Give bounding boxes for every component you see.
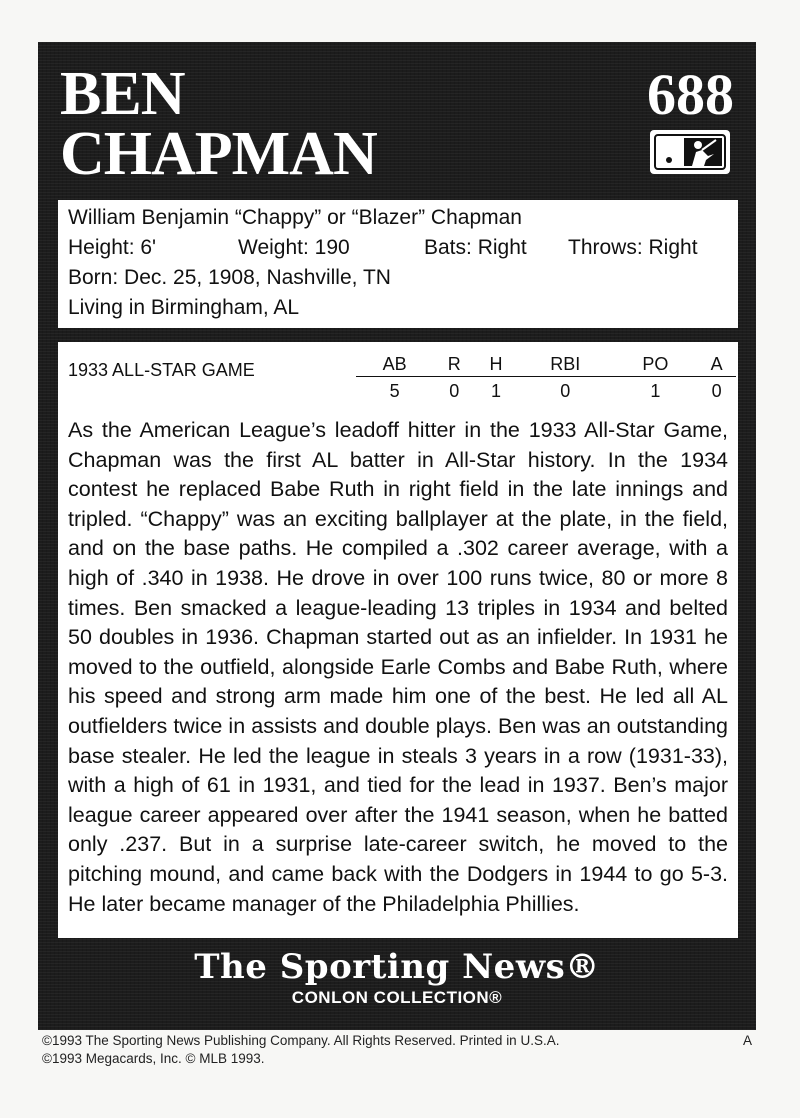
stat-header: A [697,352,736,377]
legal-line-2: ©1993 Megacards, Inc. © MLB 1993. [42,1051,265,1066]
player-first-name: BEN [60,60,185,128]
bats-text: Bats: Right [424,236,527,259]
stats-label: 1933 ALL-STAR GAME [68,360,255,380]
brand-subtitle: CONLON COLLECTION® [291,988,503,1007]
baseball-card-back [38,42,756,1030]
player-last-name: CHAPMAN [60,120,377,188]
player-name [60,60,377,188]
all-star-stats [68,342,728,406]
stat-value: 0 [449,380,460,401]
career-panel [58,342,738,938]
born-text: Born: Dec. 25, 1908, Nashville, TN [68,266,391,289]
height-text: Height: 6' [68,236,157,259]
throws-text: Throws: Right [568,236,698,259]
brand-footer [38,948,756,1008]
stat-value: 1 [650,380,661,401]
print-code: A [742,1033,752,1048]
stat-header: RBI [517,352,614,377]
stat-value: 0 [711,380,722,401]
weight-text: Weight: 190 [238,236,350,259]
stat-value: 1 [491,380,502,401]
stat-value: 5 [389,380,400,401]
legal-line-1: ©1993 The Sporting News Publishing Company. All Rights Reserved. Printed in U.S.A. [42,1033,560,1048]
stat-header: PO [614,352,698,377]
stat-header: R [433,352,475,377]
career-blurb: As the American League’s leadoff hitter in the 1933 All-Star Game, Chapman was the first AL batter in All-Star history. In the 1934 contest he replaced Babe Ruth in right field in the late innings and tripled. “Chappy” was an exciting ballplayer at the plate, in the field, and on the base paths. He compiled a .302 career average, with a high of .340 in 1938. He drove in over 100 runs twice, 80 or more 8 times. Ben smacked a league-leading 13 triples in 1934 and belted 50 doubles in 1936. Chapman started out as an infielder. In 1931 he moved to the outfield, alongside Earle Combs and Babe Ruth, where his speed and strong arm made him one of the best. He led all AL outfielders twice in assists and double plays. Ben was an outstanding base stealer. He led the league in steals 3 years in a row (1931-33), with a high of 61 in 1931, and tied for the lead in 1937. Ben’s major league career appeared over after the 1941 season, when he batted only .237. But in a surprise late-career switch, he moved to the pitching mound, and came back with the Dodgers in 1944 to go 5-3. He later became manager of the Philadelphia Phillies. [68,418,728,916]
full-name: William Benjamin “Chappy” or “Blazer” Chapman [68,206,522,229]
legal-notice [42,1032,752,1068]
physical-stats-row [68,233,728,263]
brand-name: The Sporting News® [194,947,600,987]
stats-table [356,352,736,403]
residence-text: Living in Birmingham, AL [68,296,300,319]
card-number: 688 [647,62,734,127]
bio-panel [58,200,738,328]
stat-header: AB [356,352,433,377]
stat-header: H [475,352,517,377]
mlb-batter-logo-icon [650,130,730,174]
stat-value: 0 [560,380,571,401]
